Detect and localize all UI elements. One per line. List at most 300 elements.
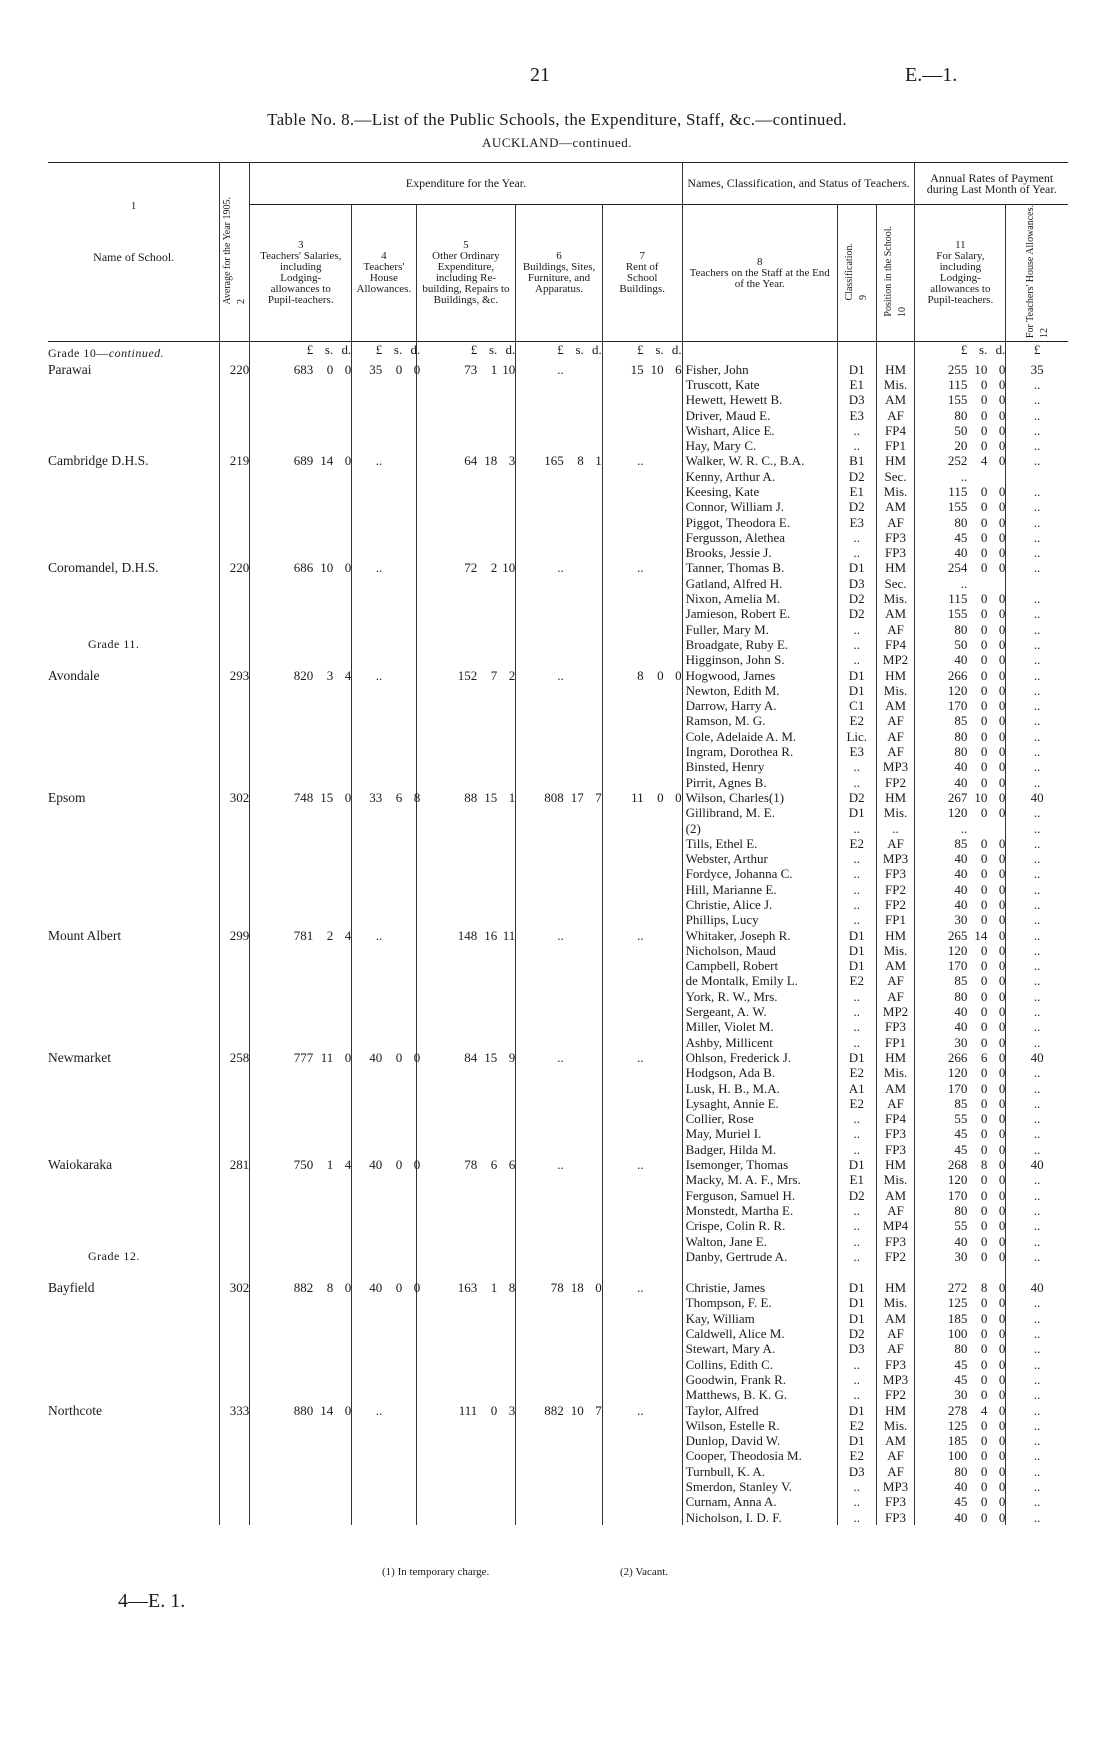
other-expenditure: [416, 1096, 516, 1111]
school-name: [48, 866, 220, 881]
other-expenditure: [416, 928, 516, 943]
annual-salary-rate: [915, 1280, 1006, 1295]
teacher-position: MP3: [876, 1372, 915, 1387]
annual-salary-rate-pounds: 80: [954, 1463, 968, 1479]
rent-expenditure: [602, 1188, 682, 1203]
salaries-expenditure: [250, 1035, 352, 1050]
house-allowances-expenditure: [352, 1295, 416, 1310]
teacher-classification: ..: [837, 1510, 876, 1525]
buildings-expenditure-pounds: 808: [544, 789, 564, 805]
average-attendance: [220, 897, 250, 912]
annual-salary-rate-pence: 0: [998, 1141, 1006, 1157]
annual-salary-rate-shillings: 0: [980, 728, 988, 744]
salaries-expenditure: [250, 1311, 352, 1326]
teacher-classification: D3: [837, 1341, 876, 1356]
buildings-expenditure: [516, 1464, 602, 1479]
salaries-expenditure-pounds: 686: [293, 560, 314, 576]
other-expenditure: [416, 377, 516, 392]
buildings-expenditure: [516, 515, 602, 530]
annual-salary-rate-pounds: 40: [954, 1478, 968, 1494]
school-name: [48, 1479, 220, 1494]
annual-salary-rate-pence: 0: [998, 621, 1006, 637]
annual-salary-rate-pounds: 120: [947, 942, 968, 958]
school-name: [48, 1494, 220, 1509]
house-allowances-expenditure-pence: 0: [413, 1280, 421, 1296]
house-allowance-rate: ..: [1006, 560, 1068, 575]
other-expenditure: [416, 1249, 516, 1264]
table-row: [48, 1142, 1068, 1157]
teacher-classification: D1: [837, 943, 876, 958]
average-attendance: [220, 530, 250, 545]
rent-expenditure: [602, 438, 682, 453]
teacher-name: Brooks, Jessie J.: [682, 545, 837, 560]
salaries-expenditure: [250, 1510, 352, 1525]
house-allowance-rate: ..: [1006, 1019, 1068, 1034]
house-allowances-expenditure: [352, 1372, 416, 1387]
house-allowances-expenditure: [352, 652, 416, 667]
buildings-expenditure: [516, 591, 602, 606]
table-row: [48, 362, 1068, 377]
unit-pound: £: [637, 342, 644, 358]
average-attendance: [220, 1065, 250, 1080]
other-expenditure: [416, 637, 516, 652]
annual-salary-rate-pence: 0: [998, 1172, 1006, 1188]
salaries-expenditure: [250, 1249, 352, 1264]
house-allowance-rate: ..: [1006, 606, 1068, 621]
annual-salary-rate-shillings: 0: [980, 1141, 988, 1157]
table-row: [48, 989, 1068, 1004]
annual-salary-rate-shillings: 0: [980, 1218, 988, 1234]
annual-salary-rate-pounds: 30: [954, 1248, 968, 1264]
teacher-name: Badger, Hilda M.: [682, 1142, 837, 1157]
teacher-classification: ..: [837, 775, 876, 790]
rent-expenditure: [602, 1142, 682, 1157]
house-allowances-expenditure: [352, 775, 416, 790]
teacher-name: Fergusson, Alethea: [682, 530, 837, 545]
annual-salary-rate-pounds: 80: [954, 1202, 968, 1218]
annual-salary-rate-pence: 0: [998, 728, 1006, 744]
col-1-header: [48, 163, 220, 342]
rent-expenditure: [602, 637, 682, 652]
average-attendance: [220, 1326, 250, 1341]
other-expenditure: [416, 943, 516, 958]
table-row: [48, 1264, 1068, 1280]
teacher-position: Mis.: [876, 591, 915, 606]
salaries-expenditure: [250, 1111, 352, 1126]
salaries-expenditure: [250, 836, 352, 851]
school-name: Bayfield: [48, 1280, 95, 1296]
house-allowances-expenditure: [352, 469, 416, 484]
table-row: [48, 744, 1068, 759]
annual-salary-rate-pence: 0: [998, 1478, 1006, 1494]
other-expenditure: [416, 1357, 516, 1372]
annual-salary-rate-pence: 0: [998, 652, 1006, 668]
school-name: [48, 989, 220, 1004]
school-name: [48, 1464, 220, 1479]
house-allowances-expenditure: [352, 1234, 416, 1249]
annual-salary-rate-shillings: 0: [980, 1095, 988, 1111]
other-expenditure: [416, 1418, 516, 1433]
col-9-label: Classification.: [844, 242, 856, 301]
salaries-expenditure-shillings: 11: [320, 1049, 334, 1065]
col-8-header: [682, 205, 837, 342]
house-allowance-rate: 40: [1006, 1280, 1068, 1295]
other-expenditure: [416, 652, 516, 667]
annual-salary-rate: [915, 729, 1006, 744]
average-attendance: [220, 1004, 250, 1019]
teacher-position: FP2: [876, 897, 915, 912]
salaries-expenditure: [250, 1280, 352, 1295]
teacher-classification: C1: [837, 698, 876, 713]
unit-s: s.: [488, 342, 498, 358]
buildings-expenditure: [516, 1004, 602, 1019]
school-name: [48, 622, 220, 637]
annual-salary-rate-pence: 0: [998, 407, 1006, 423]
annual-salary-rate: [915, 1249, 1006, 1264]
house-allowances-expenditure: [352, 958, 416, 973]
average-attendance: [220, 943, 250, 958]
rent-expenditure: [602, 1203, 682, 1218]
school-name: Waiokaraka: [48, 1157, 113, 1173]
house-allowance-rate: ..: [1006, 1234, 1068, 1249]
teacher-name: May, Muriel I.: [682, 1126, 837, 1141]
annual-salary-rate: [915, 744, 1006, 759]
annual-salary-rate-shillings: 10: [974, 361, 988, 377]
salaries-expenditure-pence: 4: [344, 1157, 352, 1173]
annual-salary-rate-pounds: 170: [947, 958, 968, 974]
rent-expenditure-pounds: ..: [637, 560, 644, 576]
other-expenditure-pence: 10: [502, 560, 516, 576]
table-row: [48, 499, 1068, 514]
average-attendance: [220, 652, 250, 667]
house-allowance-rate: ..: [1006, 1218, 1068, 1233]
teacher-name: Ramson, M. G.: [682, 713, 837, 728]
other-expenditure-pounds: 88: [464, 789, 478, 805]
grade-continued-prefix: Grade 10—: [48, 346, 109, 361]
salaries-expenditure: [250, 484, 352, 499]
other-expenditure: [416, 469, 516, 484]
salaries-expenditure: [250, 1403, 352, 1418]
rent-expenditure: [602, 989, 682, 1004]
table-row: [48, 392, 1068, 407]
house-allowance-rate: ..: [1006, 836, 1068, 851]
teacher-name: Hay, Mary C.: [682, 438, 837, 453]
school-name: Epsom: [48, 789, 86, 805]
other-expenditure: [416, 1081, 516, 1096]
annual-salary-rate-pounds: 45: [954, 529, 968, 545]
teacher-position: AF: [876, 408, 915, 423]
buildings-expenditure: [516, 1494, 602, 1509]
house-allowance-rate: ..: [1006, 958, 1068, 973]
buildings-expenditure: [516, 882, 602, 897]
teacher-position: MP3: [876, 851, 915, 866]
table-row: [48, 1372, 1068, 1387]
average-attendance: [220, 821, 250, 836]
annual-salary-rate-pounds: 55: [954, 1111, 968, 1127]
buildings-expenditure: [516, 897, 602, 912]
other-expenditure-pence: 10: [502, 361, 516, 377]
salaries-expenditure-pounds: 820: [293, 667, 314, 683]
salaries-expenditure: [250, 1341, 352, 1356]
teacher-position: FP3: [876, 1510, 915, 1525]
salaries-expenditure: [250, 1295, 352, 1310]
other-expenditure-pence: 3: [508, 1402, 516, 1418]
col-6-header: [516, 205, 602, 342]
average-attendance: [220, 1372, 250, 1387]
unit-d: d.: [995, 342, 1006, 358]
annual-salary-rate-pence: 0: [998, 560, 1006, 576]
annual-salary-rate-pounds: 40: [954, 881, 968, 897]
school-name: [48, 836, 220, 851]
table-body: [48, 342, 1068, 1525]
table-row: [48, 1280, 1068, 1295]
annual-salary-rate-shillings: 0: [980, 881, 988, 897]
rent-expenditure: [602, 1280, 682, 1295]
table-row: [48, 943, 1068, 958]
school-name: [48, 545, 220, 560]
annual-salary-rate: [915, 453, 1006, 468]
table-row: [48, 698, 1068, 713]
annual-salary-rate-pence: 0: [998, 1034, 1006, 1050]
col-10-header: [876, 205, 915, 342]
buildings-expenditure: [516, 1157, 602, 1172]
other-expenditure: [416, 851, 516, 866]
average-attendance: [220, 1464, 250, 1479]
other-expenditure: [416, 1035, 516, 1050]
buildings-expenditure-pounds: ..: [557, 1157, 564, 1173]
teacher-classification: E2: [837, 973, 876, 988]
unit-d: d.: [671, 342, 682, 358]
annual-salary-rate: [915, 423, 1006, 438]
teacher-position: AF: [876, 1448, 915, 1463]
rent-expenditure: [602, 560, 682, 575]
school-name: [48, 591, 220, 606]
annual-salary-rate-shillings: 0: [980, 805, 988, 821]
school-name: Coromandel, D.H.S.: [48, 560, 159, 576]
teacher-position: AF: [876, 1096, 915, 1111]
annual-salary-rate-pence: 0: [998, 1049, 1006, 1065]
table-row: [48, 1494, 1068, 1509]
house-allowance-rate: ..: [1006, 1035, 1068, 1050]
other-expenditure: [416, 1172, 516, 1187]
annual-salary-rate: [915, 1096, 1006, 1111]
table-row: [48, 453, 1068, 468]
buildings-expenditure: [516, 744, 602, 759]
rent-expenditure-pounds: ..: [637, 1157, 644, 1173]
house-allowances-expenditure: [352, 759, 416, 774]
teacher-name: Broadgate, Ruby E.: [682, 637, 837, 652]
house-allowances-expenditure: [352, 1065, 416, 1080]
house-allowance-rate: ..: [1006, 928, 1068, 943]
table-row: [48, 1433, 1068, 1448]
house-allowances-expenditure: [352, 698, 416, 713]
house-allowance-rate: ..: [1006, 1203, 1068, 1218]
table-row: [48, 515, 1068, 530]
salaries-expenditure: [250, 1081, 352, 1096]
school-name: [48, 1433, 220, 1448]
house-allowance-rate: 40: [1006, 790, 1068, 805]
teacher-classification: E2: [837, 836, 876, 851]
salaries-expenditure-shillings: 10: [320, 560, 334, 576]
col-11-header: [915, 205, 1006, 342]
other-expenditure-pounds: 72: [464, 560, 478, 576]
house-allowances-expenditure: [352, 606, 416, 621]
annual-salary-rate-shillings: 0: [980, 1341, 988, 1357]
salaries-expenditure: [250, 576, 352, 591]
teacher-position: FP3: [876, 1234, 915, 1249]
house-allowance-rate: ..: [1006, 377, 1068, 392]
col-2-header: [220, 163, 250, 342]
teacher-position: FP3: [876, 1019, 915, 1034]
school-name: [48, 652, 220, 667]
table-row: [48, 1311, 1068, 1326]
annual-salary-rate-shillings: 0: [980, 529, 988, 545]
annual-salary-rate-pence: 0: [998, 1157, 1006, 1173]
house-allowances-expenditure: [352, 1280, 421, 1296]
annual-salary-rate-pounds: 30: [954, 1034, 968, 1050]
annual-salary-rate: [915, 759, 1006, 774]
rent-expenditure: [602, 1234, 682, 1249]
school-name: Cambridge D.H.S.: [48, 453, 149, 469]
other-expenditure: [416, 897, 516, 912]
annual-salary-rate-pounds: ..: [960, 820, 968, 836]
col-9-header: [837, 205, 876, 342]
other-expenditure: [416, 499, 516, 514]
unit-s: s.: [979, 342, 988, 358]
buildings-expenditure: [516, 606, 602, 621]
house-allowances-expenditure: [352, 821, 416, 836]
rent-expenditure: [602, 453, 682, 468]
rent-expenditure: [602, 545, 682, 560]
annual-salary-rate-pounds: 45: [954, 1494, 968, 1510]
teacher-position: AF: [876, 713, 915, 728]
house-allowance-rate: ..: [1006, 713, 1068, 728]
annual-salary-rate: [915, 1050, 1006, 1065]
annual-salary-rate-pence: 0: [998, 682, 1006, 698]
teacher-classification: ..: [837, 1126, 876, 1141]
teacher-name: Hogwood, James: [682, 668, 837, 683]
annual-salary-rate: [915, 1448, 1006, 1463]
school-name: [48, 805, 220, 820]
salaries-expenditure: [250, 729, 352, 744]
annual-salary-rate-pence: 0: [998, 1233, 1006, 1249]
annual-salary-rate-pence: 0: [998, 1095, 1006, 1111]
annual-salary-rate: [915, 1433, 1006, 1448]
table-row: [48, 1234, 1068, 1249]
annual-salary-rate-pounds: 252: [947, 453, 968, 469]
other-expenditure: [416, 1050, 516, 1065]
buildings-expenditure-shillings: 10: [570, 1402, 584, 1418]
average-attendance: 302: [220, 790, 250, 805]
annual-salary-rate-pence: 0: [998, 1248, 1006, 1264]
house-allowances-expenditure: [352, 668, 416, 683]
table-row: [48, 1403, 1068, 1418]
annual-salary-rate-shillings: 0: [980, 438, 988, 454]
house-allowances-expenditure: [352, 1494, 416, 1509]
house-allowance-rate: ..: [1006, 408, 1068, 423]
salaries-expenditure-pounds: 882: [293, 1280, 314, 1296]
house-allowances-expenditure-pounds: ..: [375, 560, 383, 576]
salaries-expenditure: [250, 652, 352, 667]
teacher-classification: ..: [837, 897, 876, 912]
school-name: [48, 744, 220, 759]
salaries-expenditure: [250, 469, 352, 484]
rent-expenditure: [602, 591, 682, 606]
annual-salary-rate: [915, 1035, 1006, 1050]
unit-pound: £: [306, 342, 314, 358]
house-allowance-rate: ..: [1006, 1126, 1068, 1141]
buildings-expenditure: [516, 560, 602, 575]
average-attendance: [220, 408, 250, 423]
teacher-position: MP3: [876, 759, 915, 774]
teacher-name: Wilson, Charles(1): [682, 790, 837, 805]
annual-salary-rate: [915, 989, 1006, 1004]
annual-salary-rate-pence: 0: [998, 376, 1006, 392]
annual-salary-rate-pounds: 50: [954, 636, 968, 652]
salaries-expenditure: [250, 1448, 352, 1463]
col-11-label: For Salary, including Lodging-allowances to Pupil-teachers.: [927, 250, 994, 307]
other-expenditure: [416, 1448, 516, 1463]
teacher-name: Fuller, Mary M.: [682, 622, 837, 637]
house-allowances-expenditure: [352, 1157, 421, 1173]
annual-salary-rate-shillings: 0: [980, 1111, 988, 1127]
salaries-expenditure: [250, 530, 352, 545]
teacher-classification: D3: [837, 576, 876, 591]
unit-s: s.: [575, 342, 584, 358]
teacher-classification: E1: [837, 377, 876, 392]
house-allowance-rate: ..: [1006, 729, 1068, 744]
teacher-classification: E2: [837, 713, 876, 728]
rent-expenditure: [602, 1464, 682, 1479]
house-allowance-rate: ..: [1006, 943, 1068, 958]
buildings-expenditure-pounds: ..: [557, 1049, 564, 1065]
rent-expenditure-pence: 0: [675, 667, 682, 683]
school-name: [48, 775, 220, 790]
house-allowances-expenditure-pounds: 40: [369, 1280, 383, 1296]
annual-salary-rate-shillings: 0: [980, 1004, 988, 1020]
average-attendance: [220, 1218, 250, 1233]
teacher-classification: D3: [837, 1464, 876, 1479]
house-allowances-expenditure: [352, 1218, 416, 1233]
annual-salary-rate: [915, 1203, 1006, 1218]
teacher-position: AM: [876, 1188, 915, 1203]
house-allowances-expenditure: [352, 637, 416, 652]
average-attendance: [220, 912, 250, 927]
teacher-name: Phillips, Lucy: [682, 912, 837, 927]
table-row: [48, 897, 1068, 912]
teacher-classification: D1: [837, 1280, 876, 1295]
rent-expenditure: [602, 912, 682, 927]
rent-expenditure: [602, 744, 682, 759]
table-row: [48, 484, 1068, 499]
annual-salary-rate: [915, 484, 1006, 499]
teacher-classification: ..: [837, 622, 876, 637]
other-expenditure: [416, 423, 516, 438]
annual-salary-rate-shillings: 0: [980, 1310, 988, 1326]
salaries-expenditure: [250, 1188, 352, 1203]
annual-salary-rate-pounds: 40: [954, 652, 968, 668]
annual-salary-rate-pence: 0: [998, 438, 1006, 454]
buildings-expenditure-pounds: ..: [557, 667, 564, 683]
house-allowances-expenditure: [352, 1111, 416, 1126]
school-name: [48, 1448, 220, 1463]
teacher-classification: D1: [837, 928, 876, 943]
teacher-classification: D1: [837, 805, 876, 820]
teacher-position: HM: [876, 560, 915, 575]
salaries-expenditure: [250, 622, 352, 637]
teacher-position: MP2: [876, 652, 915, 667]
school-name: [48, 1203, 220, 1218]
